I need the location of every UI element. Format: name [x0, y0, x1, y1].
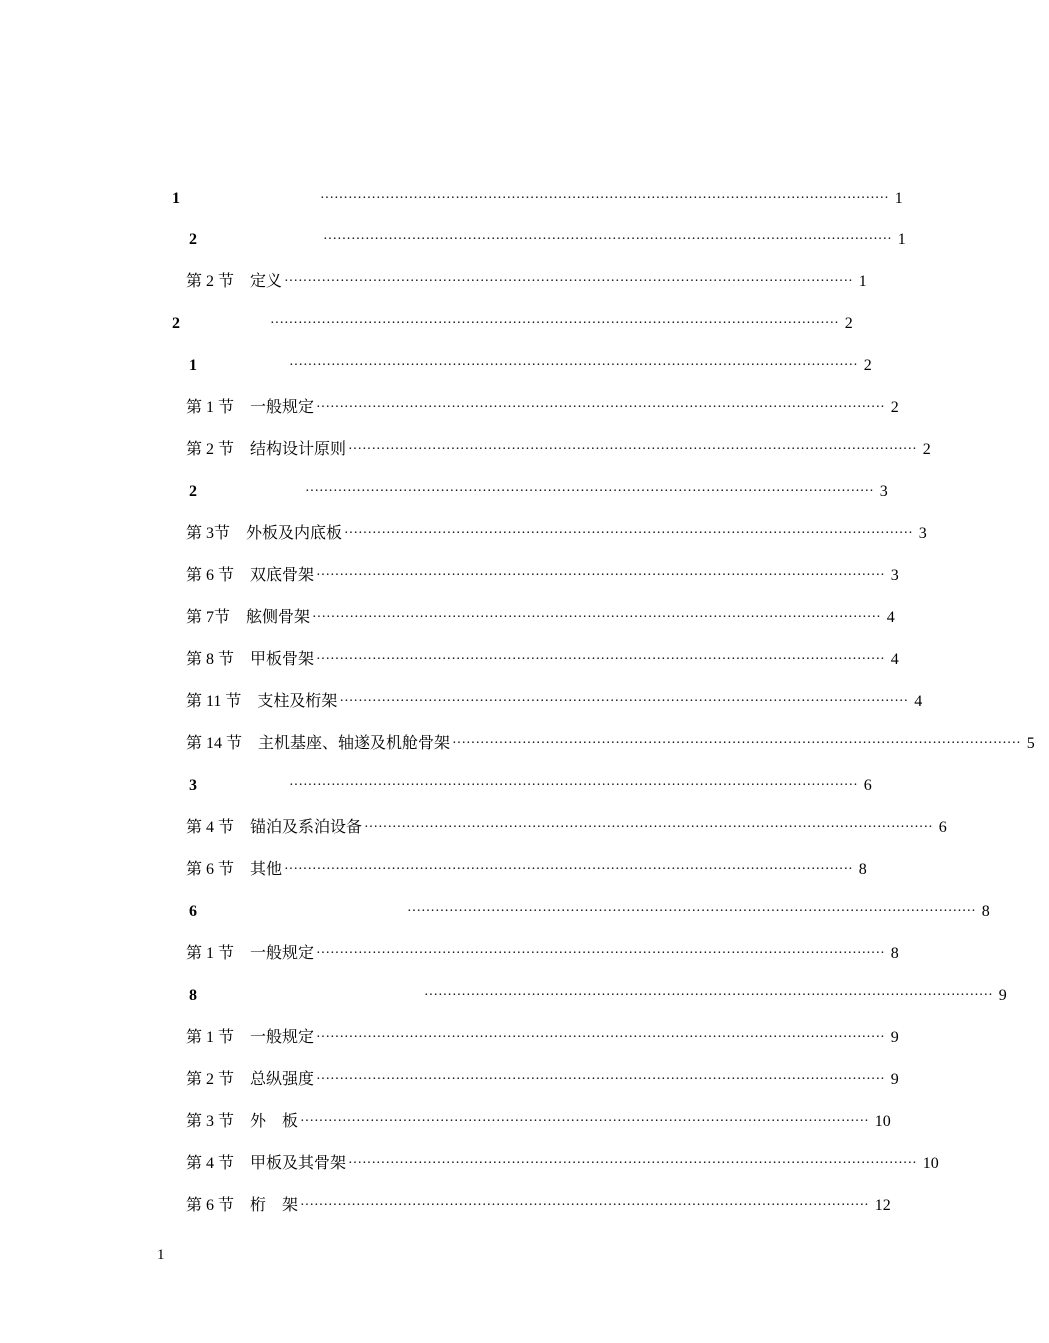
toc-entry[interactable]	[189, 772, 872, 796]
toc-entry-page: 6	[938, 819, 947, 836]
toc-entry[interactable]	[186, 814, 947, 838]
toc-entry-page: 3	[879, 483, 888, 500]
dot-leader: ··························································································································	[289, 358, 858, 373]
toc-entry-label: 第 8 节 甲板骨架	[186, 651, 315, 668]
toc-entry-label: 第 1 节 一般规定	[186, 945, 315, 962]
toc-entry-label: 1	[189, 357, 197, 374]
toc-entry[interactable]	[186, 730, 1035, 754]
toc-entry-page: 12	[874, 1197, 891, 1214]
toc-entry[interactable]	[189, 352, 872, 376]
dot-leader: ··························································································································	[305, 484, 874, 499]
toc-entry-label: 第 2 节 定义	[186, 273, 283, 290]
toc-entry-label: 第 4 节 甲板及其骨架	[186, 1155, 347, 1172]
toc-entry[interactable]	[186, 562, 899, 586]
dot-leader: ··························································································································	[316, 652, 885, 667]
toc-entry-page: 5	[1026, 735, 1035, 752]
toc-entry-page: 2	[922, 441, 931, 458]
dot-leader: ··························································································································	[348, 442, 917, 457]
toc-entry-label: 第 11 节 支柱及桁架	[186, 693, 338, 710]
toc-entry[interactable]	[186, 520, 927, 544]
toc-entry-page: 8	[858, 861, 867, 878]
toc-entry-label: 6	[189, 903, 197, 920]
dot-leader: ··························································································································	[348, 1156, 917, 1171]
dot-leader: ··························································································································	[300, 1198, 869, 1213]
dot-leader: ··························································································································	[364, 820, 933, 835]
toc-entry-page: 4	[890, 651, 899, 668]
toc-entry[interactable]	[186, 646, 899, 670]
toc-entry[interactable]	[186, 268, 867, 292]
dot-leader: ··························································································································	[452, 736, 1021, 751]
dot-leader: ··························································································································	[289, 778, 858, 793]
dot-leader: ··························································································································	[320, 191, 889, 206]
dot-leader: ··························································································································	[339, 694, 909, 709]
dot-leader: ··························································································································	[316, 1030, 885, 1045]
toc-entry[interactable]	[189, 898, 990, 922]
toc-entry-label: 第 4 节 锚泊及系泊设备	[186, 819, 363, 836]
toc-entry-page: 8	[890, 945, 899, 962]
toc-entry-page: 3	[918, 525, 927, 542]
toc-entry-page: 1	[894, 190, 903, 207]
toc-entry[interactable]	[186, 1150, 939, 1174]
toc-entry[interactable]	[186, 604, 895, 628]
dot-leader: ··························································································································	[316, 946, 885, 961]
dot-leader: ··························································································································	[312, 610, 881, 625]
toc-entry-label: 第 6 节 其他	[186, 861, 283, 878]
toc-entry-page: 2	[890, 399, 899, 416]
toc-entry-page: 10	[874, 1113, 891, 1130]
toc-entry-page: 9	[998, 987, 1007, 1004]
toc-entry-page: 1	[897, 231, 906, 248]
toc-entry-page: 10	[922, 1155, 939, 1172]
toc-entry-page: 8	[981, 903, 990, 920]
toc-entry-label: 3	[189, 777, 197, 794]
dot-leader: ··························································································································	[323, 232, 892, 247]
toc-entry[interactable]	[186, 394, 899, 418]
dot-leader: ··························································································································	[270, 316, 839, 331]
toc-entry-page: 9	[890, 1029, 899, 1046]
toc-entry-page: 6	[863, 777, 872, 794]
toc-entry[interactable]	[186, 856, 867, 880]
toc-entry[interactable]	[186, 1066, 899, 1090]
toc-entry[interactable]	[172, 310, 853, 334]
toc-entry-label: 第 1 节 一般规定	[186, 1029, 315, 1046]
dot-leader: ··························································································································	[284, 862, 853, 877]
toc-entry-page: 2	[844, 315, 853, 332]
toc-entry-label: 第 3 节 外 板	[186, 1113, 299, 1130]
toc-entry[interactable]	[186, 436, 931, 460]
toc-entry-label: 第 6 节 双底骨架	[186, 567, 315, 584]
toc-entry[interactable]	[186, 1192, 891, 1216]
dot-leader: ··························································································································	[300, 1114, 869, 1129]
dot-leader: ··························································································································	[316, 400, 885, 415]
toc-entry-page: 4	[914, 693, 923, 710]
toc-entry-label: 第 2 节 总纵强度	[186, 1071, 315, 1088]
toc-entry[interactable]	[186, 940, 899, 964]
toc-entry-page: 4	[886, 609, 895, 626]
toc-entry[interactable]	[186, 1024, 899, 1048]
toc-entry[interactable]	[172, 185, 903, 209]
toc-entry-label: 第 14 节 主机基座、轴遂及机舱骨架	[186, 735, 451, 752]
toc-entry-label: 第 3节 外板及内底板	[186, 525, 343, 542]
toc-entry[interactable]	[189, 226, 906, 250]
dot-leader: ··························································································································	[344, 526, 913, 541]
toc-entry-label: 1	[172, 190, 180, 207]
toc-entry-label: 第 7节 舷侧骨架	[186, 609, 311, 626]
dot-leader: ··························································································································	[316, 1072, 885, 1087]
toc-entry[interactable]	[186, 688, 923, 712]
dot-leader: ··························································································································	[424, 988, 993, 1003]
dot-leader: ··························································································································	[284, 274, 853, 289]
toc-entry-page: 2	[863, 357, 872, 374]
toc-entry-page: 9	[890, 1071, 899, 1088]
dot-leader: ··························································································································	[407, 904, 976, 919]
toc-entry[interactable]	[186, 1108, 891, 1132]
toc-entry-label: 第 6 节 桁 架	[186, 1197, 299, 1214]
page-number: 1	[157, 1247, 165, 1263]
toc-entry-label: 2	[189, 483, 197, 500]
toc-entry-label: 第 2 节 结构设计原则	[186, 441, 347, 458]
toc-entry-page: 3	[890, 567, 899, 584]
toc-entry[interactable]	[189, 478, 888, 502]
toc-entry-label: 8	[189, 987, 197, 1004]
toc-entry-label: 2	[189, 231, 197, 248]
dot-leader: ··························································································································	[316, 568, 885, 583]
toc-entry[interactable]	[189, 982, 1007, 1006]
toc-entry-label: 第 1 节 一般规定	[186, 399, 315, 416]
toc-entry-label: 2	[172, 315, 180, 332]
toc-entry-page: 1	[858, 273, 867, 290]
